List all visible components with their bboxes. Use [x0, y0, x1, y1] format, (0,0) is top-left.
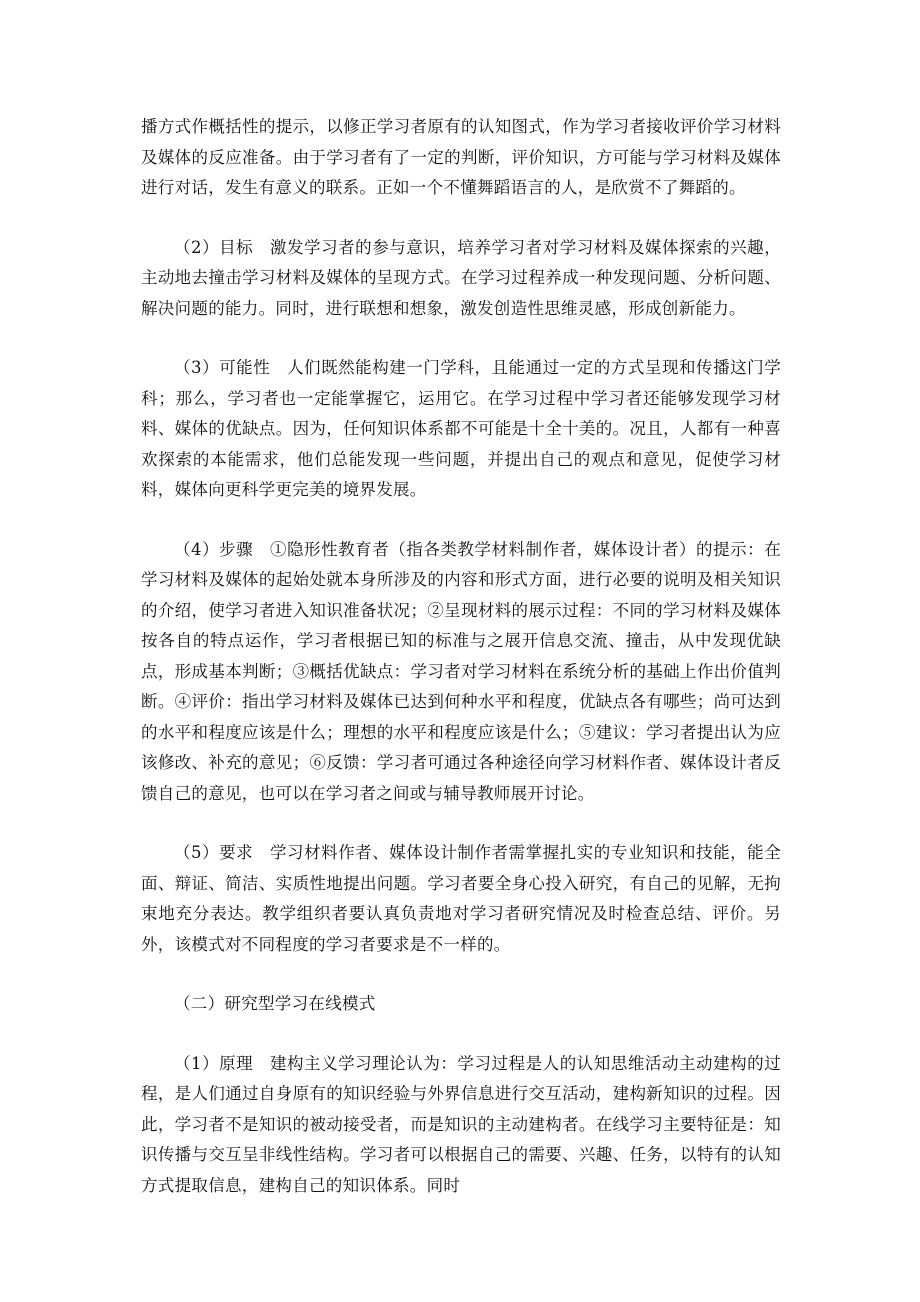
paragraph-text: 激发学习者的参与意识，培养学习者对学习材料及媒体探索的兴趣，主动地去撞击学习材料及媒体的呈现方式。在学习过程养成一种发现问题、分析问题、解决问题的能力。同时，进行联想和想象，激发创造性思维灵感，形成创新能力。	[141, 237, 782, 318]
paragraph-text: 学习材料作者、媒体设计制作者需掌握扎实的专业知识和技能，能全面、辩证、简洁、实质性地提出问题。学习者要全身心投入研究，有自己的见解，无拘束地充分表达。教学组织者要认真负责地对学习者研究情况及时检查总结、评价。另外，该模式对不同程度的学习者要求是不一样的。	[141, 843, 782, 954]
paragraph-requirements	[141, 838, 781, 960]
paragraph-steps	[141, 535, 781, 810]
paragraph-text: 建构主义学习理论认为：学习过程是人的认知思维活动主动建构的过程，是人们通过自身原有的知识经验与外界信息进行交互活动，建构新知识的过程。因此，学习者不是知识的被动接受者，而是知识的主动建构者。在线学习主要特征是：知识传播与交互呈非线性结构。学习者可以根据自己的需要、兴趣、任务，以特有的认知方式提取信息，建构自己的知识体系。同时	[141, 1053, 782, 1195]
paragraph-label: （5）要求	[174, 843, 254, 862]
paragraph-goal	[141, 233, 781, 325]
paragraph-label: （1）原理	[174, 1053, 254, 1073]
paragraph-text: 播方式作概括性的提示，以修正学习者原有的认知图式，作为学习者接收评价学习材料及媒体的反应准备。由于学习者有了一定的判断，评价知识，方可能与学习材料及媒体进行对话，发生有意义的联系。正如一个不懂舞蹈语言的人，是欣赏不了舞蹈的。	[141, 117, 781, 197]
paragraph-label: （2）目标	[174, 237, 254, 257]
section-heading: （二）研究型学习在线模式	[174, 994, 376, 1013]
paragraph-continuation	[141, 112, 781, 204]
paragraph-label: （3）可能性	[174, 358, 271, 377]
paragraph-label: （4）步骤	[174, 539, 254, 559]
paragraph-possibility	[141, 353, 781, 506]
document-body	[141, 112, 781, 1230]
paragraph-principle	[141, 1049, 781, 1202]
paragraph-text: 人们既然能构建一门学科，且能通过一定的方式呈现和传播这门学科；那么，学习者也一定能掌握它，运用它。在学习过程中学习者还能够发现学习材料、媒体的优缺点。因为，任何知识体系都不可能是十全十美的。况且，人都有一种喜欢探索的本能需求，他们总能发现一些问题，并提出自己的观点和意见，促使学习材料，媒体向更科学更完美的境界发展。	[141, 358, 781, 499]
paragraph-text: ①隐形性教育者（指各类教学材料制作者，媒体设计者）的提示：在学习材料及媒体的起始处就本身所涉及的内容和形式方面，进行必要的说明及相关知识的介绍，使学习者进入知识准备状况；②呈现材料的展示过程：不同的学习材料及媒体按各自的特点运作，学习者根据已知的标准与之展开信息交流、撞击，从中发现优缺点，形成基本判断；③概括优缺点：学习者对学习材料在系统分析的基础上作出价值判断。④评价：指出学习材料及媒体已达到何种水平和程度，优缺点各有哪些；尚可达到的水平和程度应该是什么；理想的水平和程度应该是什么；⑤建议：学习者提出认为应该修改、补充的意见；⑥反馈：学习者可通过各种途径向学习材料作者、媒体设计者反馈自己的意见，也可以在学习者之间或与辅导教师展开讨论。	[141, 539, 782, 803]
